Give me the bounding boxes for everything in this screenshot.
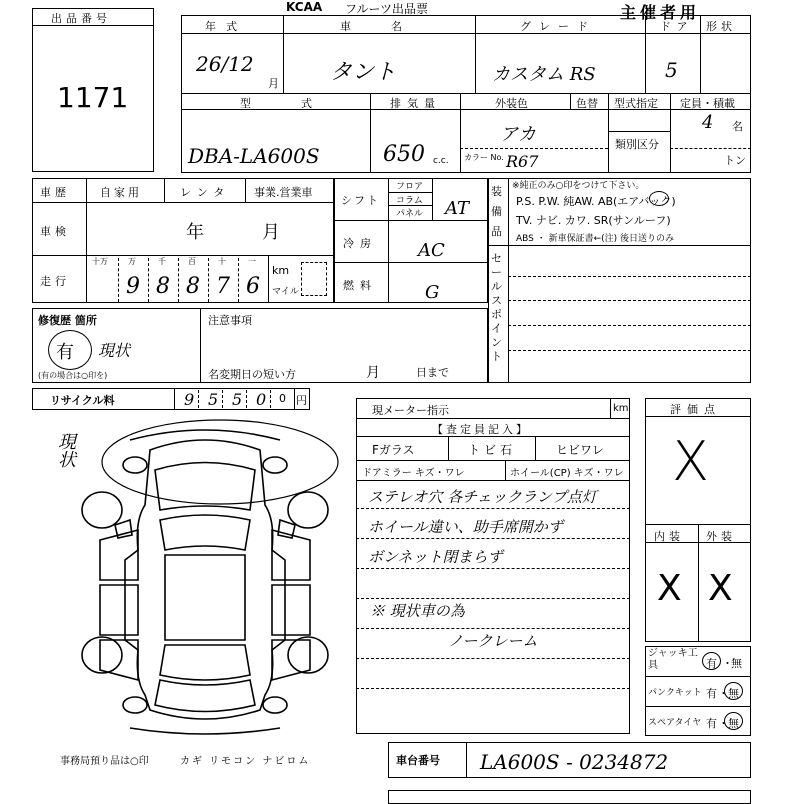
- door-label: ドア: [660, 20, 694, 33]
- right-title: 主催者用: [620, 3, 701, 22]
- rental: レンタ: [180, 186, 231, 199]
- persons-unit: 名: [732, 120, 743, 133]
- chip-label: トビ石: [468, 443, 517, 457]
- exterior-value: X: [708, 568, 733, 609]
- shift-option-column: コラム: [396, 196, 423, 206]
- shift-label: シフト: [341, 194, 380, 207]
- year-value: 26/12: [196, 52, 254, 76]
- mileage-digit: 7: [216, 274, 230, 299]
- equipment-note: ※純正のみ○印をつけて下さい。: [512, 181, 645, 191]
- model-label: 型式: [240, 97, 362, 110]
- km-unit: km: [272, 264, 290, 277]
- yen-unit: 円: [296, 394, 307, 407]
- color-change-label: 色替: [576, 97, 598, 110]
- header-title-fragment: フルーツ出品票: [345, 2, 429, 16]
- day-until: 日まで: [416, 366, 449, 379]
- exterior-color-label: 外装色: [495, 97, 528, 110]
- kit-no-circle: [724, 682, 743, 700]
- office-items-list: カギ リモコン ナビロム: [180, 756, 311, 767]
- classification-label: 類別区分: [615, 138, 659, 151]
- rating-value: X: [672, 430, 709, 493]
- business-use: 事業.営業車: [254, 186, 313, 199]
- jack-separator: ・: [722, 657, 733, 670]
- aircon-label: 冷房: [343, 237, 377, 250]
- exterior-label: 外装: [706, 530, 736, 543]
- mileage-digit: 8: [156, 274, 170, 299]
- car-diagram: [60, 410, 350, 740]
- kit-no: 無: [728, 687, 739, 700]
- mileage-unit: 万: [128, 257, 136, 266]
- equipment-line-3: ABS ・ 新車保証書←(注) 後日送りのみ: [516, 234, 675, 244]
- recycle-digit: 9: [184, 390, 195, 409]
- remark-line: ※ 現状車の為: [370, 602, 465, 620]
- private-use: 自家用: [100, 186, 142, 199]
- mileage-unit: 十: [218, 257, 226, 266]
- grade-label: グレード: [520, 20, 596, 33]
- displacement-label: 排気量: [390, 97, 441, 110]
- car-name-label: 車名: [340, 20, 442, 33]
- car-name-value: タント: [330, 60, 397, 85]
- spare-separator: ・: [718, 717, 729, 730]
- mileage-unit: 一: [248, 257, 256, 266]
- recycle-digit: 0: [256, 390, 267, 409]
- month-unit: 月: [366, 365, 380, 381]
- logo: KCAA: [286, 0, 323, 14]
- mileage-unit: 百: [188, 257, 196, 266]
- ton-unit: トン: [724, 154, 746, 167]
- kit-separator: ・: [718, 687, 729, 700]
- repair-handwritten-note: 現状: [98, 341, 131, 360]
- rating-label: 評価点: [670, 403, 721, 416]
- sales-point-label: セールスポイント: [491, 252, 502, 363]
- mileage-digit: 9: [126, 274, 140, 299]
- history-label: 車歴: [40, 186, 70, 199]
- interior-label: 内装: [654, 530, 684, 543]
- repair-label: 修復歴 箇所: [38, 314, 97, 327]
- equipment-ab-circle: [649, 191, 669, 206]
- equipment-label: 装備品: [491, 185, 502, 238]
- repair-note: (有の場合は○印を): [38, 371, 108, 380]
- spare-no-circle: [724, 712, 743, 730]
- mile-check-box: [301, 262, 327, 296]
- glass-label: Fガラス: [372, 443, 415, 457]
- puncture-kit-label: パンクキット: [648, 688, 702, 698]
- recycle-digit: 5: [232, 390, 243, 409]
- spare-yes: 有: [706, 717, 717, 730]
- capacity-label: 定員・積載: [680, 97, 735, 110]
- jack-yes: 有: [706, 657, 717, 670]
- grade-value: カスタム RS: [492, 64, 596, 85]
- mirror-label: ドアミラー キズ・ワレ: [362, 468, 465, 479]
- chassis-label: 車台番号: [396, 754, 440, 767]
- jack-no: 無: [731, 657, 742, 670]
- shaken-label: 車検: [40, 225, 70, 238]
- shaken-month-unit: 月: [262, 222, 280, 243]
- year-month-unit: 月: [268, 77, 279, 90]
- shift-value: AT: [445, 198, 470, 219]
- mileage-digit: 6: [246, 274, 260, 299]
- model-value: DBA-LA600S: [188, 144, 320, 168]
- jack-label: ジャッキ工具: [648, 648, 698, 671]
- recycle-digit: 5: [208, 390, 219, 409]
- jack-yes-circle: [702, 652, 721, 670]
- meter-km-unit: km: [613, 403, 629, 414]
- remark-line: ボンネット閉まらず: [368, 548, 503, 566]
- displacement-value: 650: [383, 142, 425, 167]
- chassis-value: LA600S - 0234872: [480, 750, 669, 774]
- inspector-label: 【査定員記入】: [432, 423, 530, 436]
- equipment-line-2: TV. ナビ. カワ. SR(サンルーフ): [516, 214, 671, 227]
- mileage-label: 走行: [40, 275, 70, 288]
- office-items-label: 事務局預り品は○印: [60, 756, 149, 767]
- door-value: 5: [665, 58, 678, 82]
- color-code-value: R67: [506, 152, 539, 171]
- diagram-note: 現状: [55, 432, 76, 468]
- remark-line: ステレオ穴 各チェックランプ点灯: [368, 488, 597, 506]
- mileage-unit: 千: [158, 257, 166, 266]
- crack-label: ヒビワレ: [556, 443, 605, 457]
- mileage-digit: 8: [186, 274, 200, 299]
- shaken-short-label: 名変期日の短い方: [208, 368, 296, 381]
- fuel-value: G: [425, 282, 440, 303]
- aircon-value: AC: [418, 240, 445, 261]
- remark-line: ホイール違い、助手席開かず: [368, 518, 563, 536]
- bottom-partial-table: [388, 790, 751, 804]
- remark-line: ノークレーム: [448, 632, 538, 650]
- lot-number: 1171: [57, 81, 129, 114]
- interior-value: X: [657, 568, 682, 609]
- lot-box: [32, 8, 154, 172]
- cc-unit: c.c.: [433, 156, 449, 166]
- meter-label: 現メーター指示: [372, 404, 449, 417]
- shaken-year-unit: 年: [186, 222, 204, 243]
- shift-option-panel: パネル: [396, 209, 424, 219]
- notes-label: 注意事項: [208, 314, 252, 327]
- mile-unit: マイル: [272, 287, 299, 297]
- kit-yes: 有: [706, 687, 717, 700]
- shape-label: 形状: [706, 20, 736, 33]
- repair-value: 有: [56, 342, 74, 363]
- color-value: アカ: [500, 124, 536, 145]
- color-no-label: カラー No.: [464, 153, 504, 162]
- lot-label: 出品番号: [51, 12, 111, 25]
- wheel-label: ホイール(CP) キズ・ワレ: [510, 468, 624, 479]
- year-label: 年式: [205, 20, 247, 33]
- fuel-label: 燃料: [343, 279, 377, 292]
- capacity-value: 4: [702, 112, 714, 133]
- shift-option-floor: フロア: [396, 182, 424, 192]
- spare-tire-label: スペアタイヤ: [648, 718, 702, 728]
- recycle-label: リサイクル料: [50, 394, 115, 407]
- mileage-unit: 十万: [92, 257, 108, 266]
- spare-no: 無: [728, 717, 739, 730]
- equipment-line-1: P.S. P.W. 純AW. AB(エアバック): [516, 195, 676, 208]
- recycle-zero: 0: [279, 392, 286, 405]
- type-designation-label: 型式指定: [614, 97, 658, 110]
